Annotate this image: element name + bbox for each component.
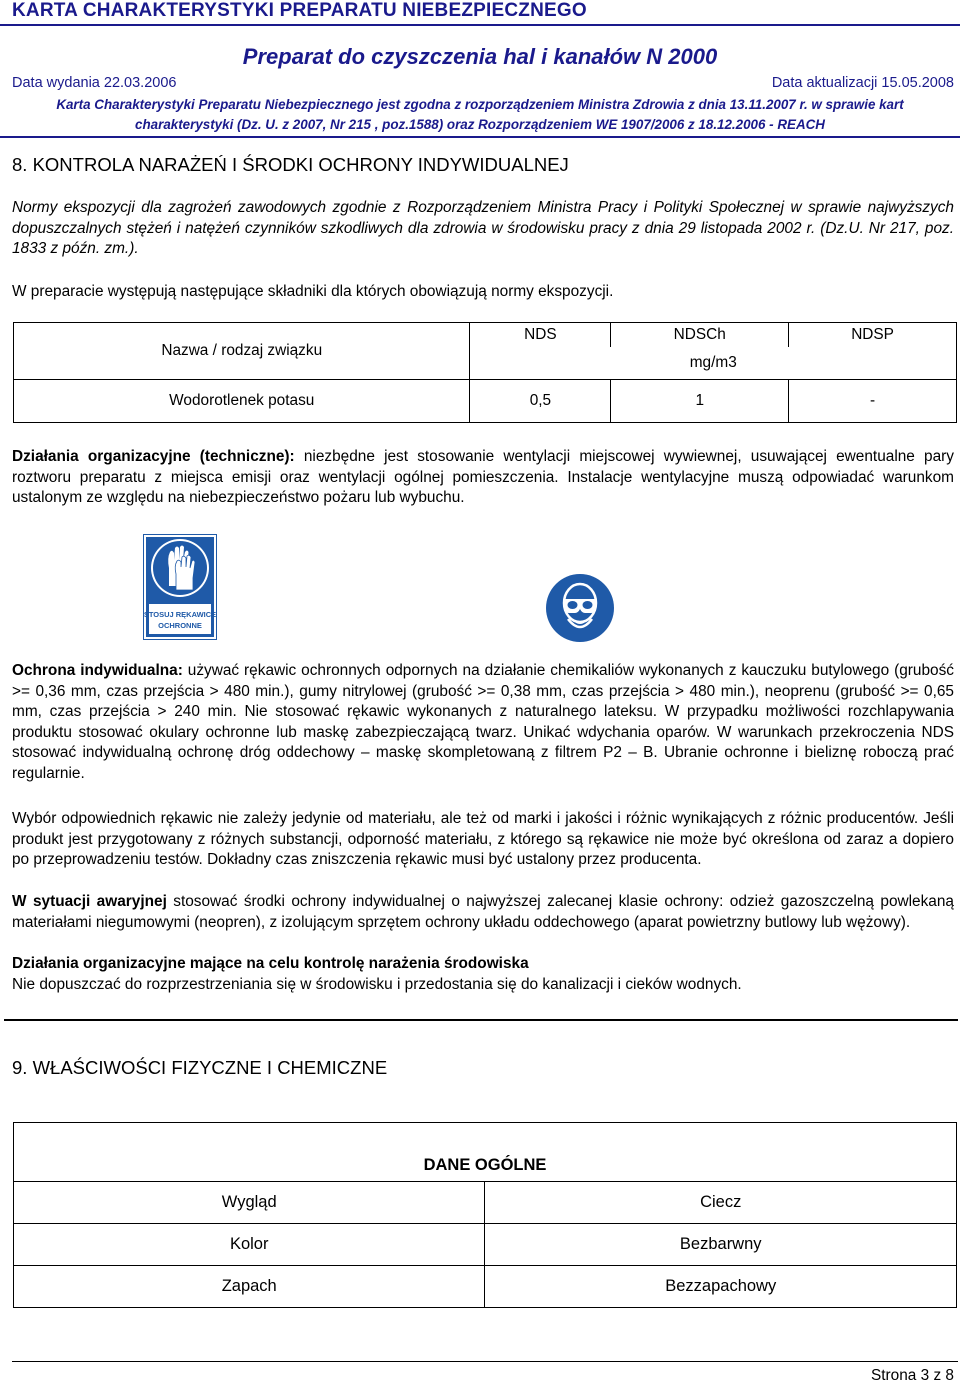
property-label: Zapach <box>14 1266 485 1308</box>
regulation-line-2: charakterystyki (Dz. U. z 2007, Nr 215 , poz.1588) oraz Rozporządzeniem WE 1907/2006 z 18.12.2006 - REACH <box>135 117 825 132</box>
organizational-measures-label: Działania organizacyjne (techniczne): <box>12 448 295 465</box>
section-9-title: 9. WŁAŚCIWOŚCI FIZYCZNE I CHEMICZNE <box>12 1057 388 1078</box>
header-divider <box>0 24 960 26</box>
property-value: Bezbarwny <box>485 1224 957 1266</box>
gloves-sign-icon <box>143 534 217 640</box>
exposure-norms-text: Normy ekspozycji dla zagrożeń zawodowych zgodnie z Rozporządzeniem Ministra Pracy i Polityki Społecznej w sprawie najwyższych dopuszczalnych stężeń i natężeń czynników szkodliwych dla zdrowia w środowisku pracy z dnia 29 listopada 2002 r. (Dz.U. Nr 217, poz. 1833 z późn. zm.). <box>12 199 954 257</box>
footer-divider <box>12 1361 958 1362</box>
exposure-limits-table <box>13 322 957 423</box>
personal-protection <box>12 661 954 784</box>
property-value: Bezzapachowy <box>485 1266 957 1308</box>
emergency-protection <box>12 892 954 933</box>
section-divider <box>4 1019 958 1021</box>
personal-protection-label: Ochrona indywidualna: <box>12 662 183 679</box>
components-intro: W preparacie występują następujące składniki dla których obowiązują normy ekspozycji. <box>12 283 614 300</box>
col-header-ndsch: NDSCh <box>611 323 789 347</box>
cell-ndsch: 1 <box>611 380 789 423</box>
environment-heading: Działania organizacyjne mające na celu kontrolę narażenia środowiska <box>12 955 529 972</box>
cell-ndsp: - <box>789 380 957 423</box>
cell-component-name: Wodorotlenek potasu <box>14 380 470 423</box>
property-label: Wygląd <box>14 1182 485 1224</box>
property-label: Kolor <box>14 1224 485 1266</box>
general-data-header: DANE OGÓLNE <box>14 1123 957 1182</box>
page-number: Strona 3 z 8 <box>871 1367 954 1384</box>
organizational-measures <box>12 447 954 509</box>
general-data-table <box>13 1122 957 1308</box>
issue-date: Data wydania 22.03.2006 <box>12 75 177 91</box>
emergency-label: W sytuacji awaryjnej <box>12 893 167 910</box>
svg-text:OCHRONNE: OCHRONNE <box>158 621 202 630</box>
unit-cell: mg/m3 <box>470 347 957 380</box>
personal-protection-text: używać rękawic ochronnych odpornych na działanie chemikaliów wykonanych z kauczuku butylowego (grubość >= 0,36 mm, czas przejścia > 480 min.), gumy nitrylowej (grubość >= 0,38 mm, czas przejścia > 480 min.), neoprenu (grubość >= 0,65 mm, czas przejścia > 240 min. Nie stosować rękawic wykonanych z naturalnego lateksu. W przypadku możliwości rozchlapywania produktu stosować okulary ochronne lub maskę zabezpieczającą twarz. Unikać wdychania oparów. W warunkach przekroczenia NDS stosować indywidualną ochronę dróg oddechowy – maskę skompletowaną z filtrem P2 – B. Ubranie ochronne i bieliznę roboczą prać regularnie. <box>12 662 954 782</box>
gloves-choice-text: Wybór odpowiednich rękawic nie zależy jedynie od materiału, ale też od marki i jakości i różnic wynikających z różnic producentów. Jeśli produkt jest przygotowany z różnych substancji, odporność materiału, z którego są rękawice nie może być określona od zaraz a dopiero po przeprowadzeniu testów. Dokładny czas zniszczenia rękawic musi być ustalony przez producenta. <box>12 810 954 868</box>
header-divider-bottom <box>0 136 960 138</box>
emergency-text: stosować środki ochrony indywidualnej o najwyższej zalecanej klasie ochrony: odzież gazoszczelną powlekaną materiałami niegumowymi (neopren), z izolującym sprzętem ochrony układu oddechowego (aparat powietrzny butlowy lub wężowy). <box>12 893 954 931</box>
goggles-sign-icon <box>545 573 615 643</box>
update-date: Data aktualizacji 15.05.2008 <box>771 75 954 91</box>
product-name: Preparat do czyszczenia hal i kanałów N 2000 <box>242 44 718 69</box>
section-8-title: 8. KONTROLA NARAŻEŃ I ŚRODKI OCHRONY INDYWIDUALNEJ <box>12 154 569 175</box>
regulation-line-1: Karta Charakterystyki Preparatu Niebezpiecznego jest zgodna z rozporządzeniem Ministra Zdrowia z dnia 13.11.2007 r. w sprawie kart <box>56 97 904 112</box>
col-header-ndsp: NDSP <box>789 323 957 347</box>
organizational-measures-text: niezbędne jest stosowanie wentylacji miejscowej wywiewnej, usuwającej ewentualne pary roztworu preparatu z miejsca emisji oraz wentylacji ogólnej pomieszczenia. Instalacje wentylacyjne muszą odpowiadać warunkom ustalonym ze względu na niebezpieczeństwo pożaru lub wybuchu. <box>12 448 954 506</box>
col-header-nds: NDS <box>470 323 611 347</box>
col-header-name: Nazwa / rodzaj związku <box>14 323 470 380</box>
document-title: KARTA CHARAKTERYSTYKI PREPARATU NIEBEZPIECZNEGO <box>12 0 587 21</box>
environment-text: Nie dopuszczać do rozprzestrzeniania się w środowisku i przedostania się do kanalizacji i cieków wodnych. <box>12 976 742 993</box>
table-row <box>14 1266 957 1308</box>
cell-nds: 0,5 <box>470 380 611 423</box>
table-row <box>14 1182 957 1224</box>
regulation-note <box>0 95 960 135</box>
table-row <box>14 1224 957 1266</box>
svg-text:STOSUJ RĘKAWICE: STOSUJ RĘKAWICE <box>143 610 217 619</box>
property-value: Ciecz <box>485 1182 957 1224</box>
